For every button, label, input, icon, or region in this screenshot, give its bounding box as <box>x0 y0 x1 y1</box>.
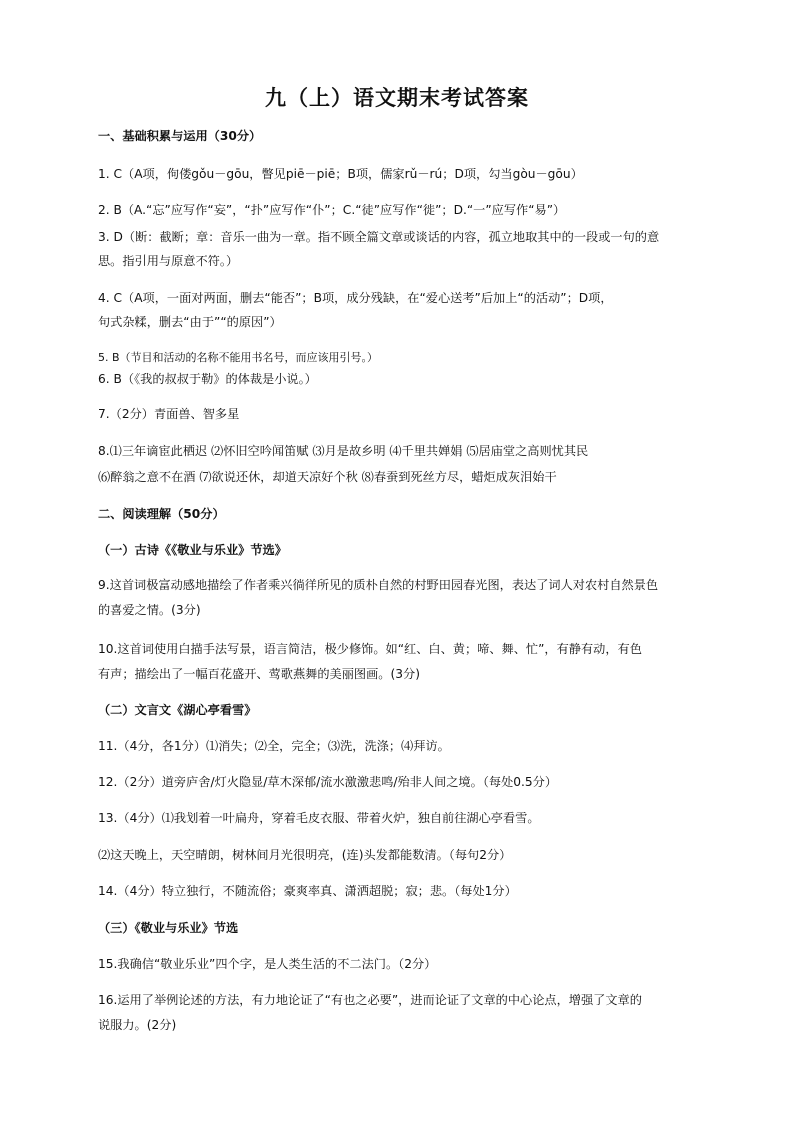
page-title: 九（上）语文期末考试答案 <box>265 85 529 110</box>
answer-q15: 15.我确信“敬业乐业”四个字，是人类生活的不二法门。（2分） <box>98 957 437 971</box>
answer-q13-line1: 13.（4分）⑴我划着一叶扁舟，穿着毛皮衣服、带着火炉，独自前往湖心亭看雪。 <box>98 811 540 825</box>
answer-q16-line2: 说服力。(2分) <box>98 1018 177 1032</box>
answer-q1: 1. C（A项，佝偻gǒu－gōu，瞥见piē－piē；B项，儒家rǔ－rú；D项，勾当gòu－gōu） <box>98 167 583 181</box>
subsection-heading-classical: （二）文言文《湖心亭看雪》 <box>98 703 257 717</box>
answer-q8-line2: ⑹醉翁之意不在酒 ⑺欲说还休，却道天凉好个秋 ⑻春蚕到死丝方尽，蜡炬成灰泪始干 <box>98 470 557 484</box>
answer-q4-line1: 4. C（A项，一面对两面，删去“能否”；B项，成分残缺，在“爱心送考”后加上“的活动”；D项， <box>98 291 613 305</box>
answer-q8-line1: 8.⑴三年谪宦此栖迟 ⑵怀旧空吟闻笛赋 ⑶月是故乡明 ⑷千里共婵娟 ⑸居庙堂之高则忧其民 <box>98 444 589 458</box>
answer-q12: 12.（2分）道旁庐舍/灯火隐显/草木深郁/流水激激悲鸣/殆非人间之境。（每处0.5分） <box>98 775 558 789</box>
answer-q16-line1: 16.运用了举例论述的方法，有力地论证了“有也之必要”，进而论证了文章的中心论点，增强了文章的 <box>98 993 642 1007</box>
answer-q7: 7.（2分）青面兽、智多星 <box>98 407 240 421</box>
section-heading-basics: 一、基础积累与运用（30分） <box>98 129 262 143</box>
answer-q5: 5. B（节目和活动的名称不能用书名号，而应该用引号。） <box>98 351 379 364</box>
answer-q6: 6. B（《我的叔叔于勒》的体裁是小说。） <box>98 372 317 386</box>
answer-q3-line2: 思。指引用与原意不符。） <box>98 254 239 268</box>
section-heading-reading: 二、阅读理解（50分） <box>98 507 225 521</box>
answer-q2: 2. B（A.“忘”应写作“妄”，“扑”应写作“仆”；C.“徒”应写作“徙”；D.“一”应写作“易”） <box>98 203 566 217</box>
answer-q10-line1: 10.这首词使用白描手法写景，语言简洁，极少修饰。如“红、白、黄；啼、舞、忙”，有静有动，有色 <box>98 642 642 656</box>
subsection-heading-poem: （一）古诗《《敬业与乐业》节选》 <box>98 543 287 557</box>
answer-q4-line2: 句式杂糅，删去“由于”“的原因”） <box>98 315 282 329</box>
answer-q9-line1: 9.这首词极富动感地描绘了作者乘兴徜徉所见的质朴自然的村野田园春光图，表达了词人对农村自然景色 <box>98 578 659 592</box>
answer-q10-line2: 有声；描绘出了一幅百花盛开、莺歌燕舞的美丽图画。(3分) <box>98 667 420 681</box>
answer-q13-line2: ⑵这天晚上，天空晴朗，树林间月光很明亮，(连)头发都能数清。（每句2分） <box>98 848 512 862</box>
answer-q14: 14.（4分）特立独行，不随流俗；豪爽率真、潇洒超脱；寂；悲。（每处1分） <box>98 884 517 898</box>
answer-q9-line2: 的喜爱之情。(3分) <box>98 603 201 617</box>
answer-q11: 11.（4分，各1分）⑴消失；⑵全，完全；⑶洗，洗涤；⑷拜访。 <box>98 739 450 753</box>
subsection-heading-essay: （三）《敬业与乐业》节选 <box>98 921 239 935</box>
answer-q3-line1: 3. D（断：截断；章：音乐一曲为一章。指不顾全篇文章或谈话的内容，孤立地取其中的一段或一句的意 <box>98 230 660 244</box>
